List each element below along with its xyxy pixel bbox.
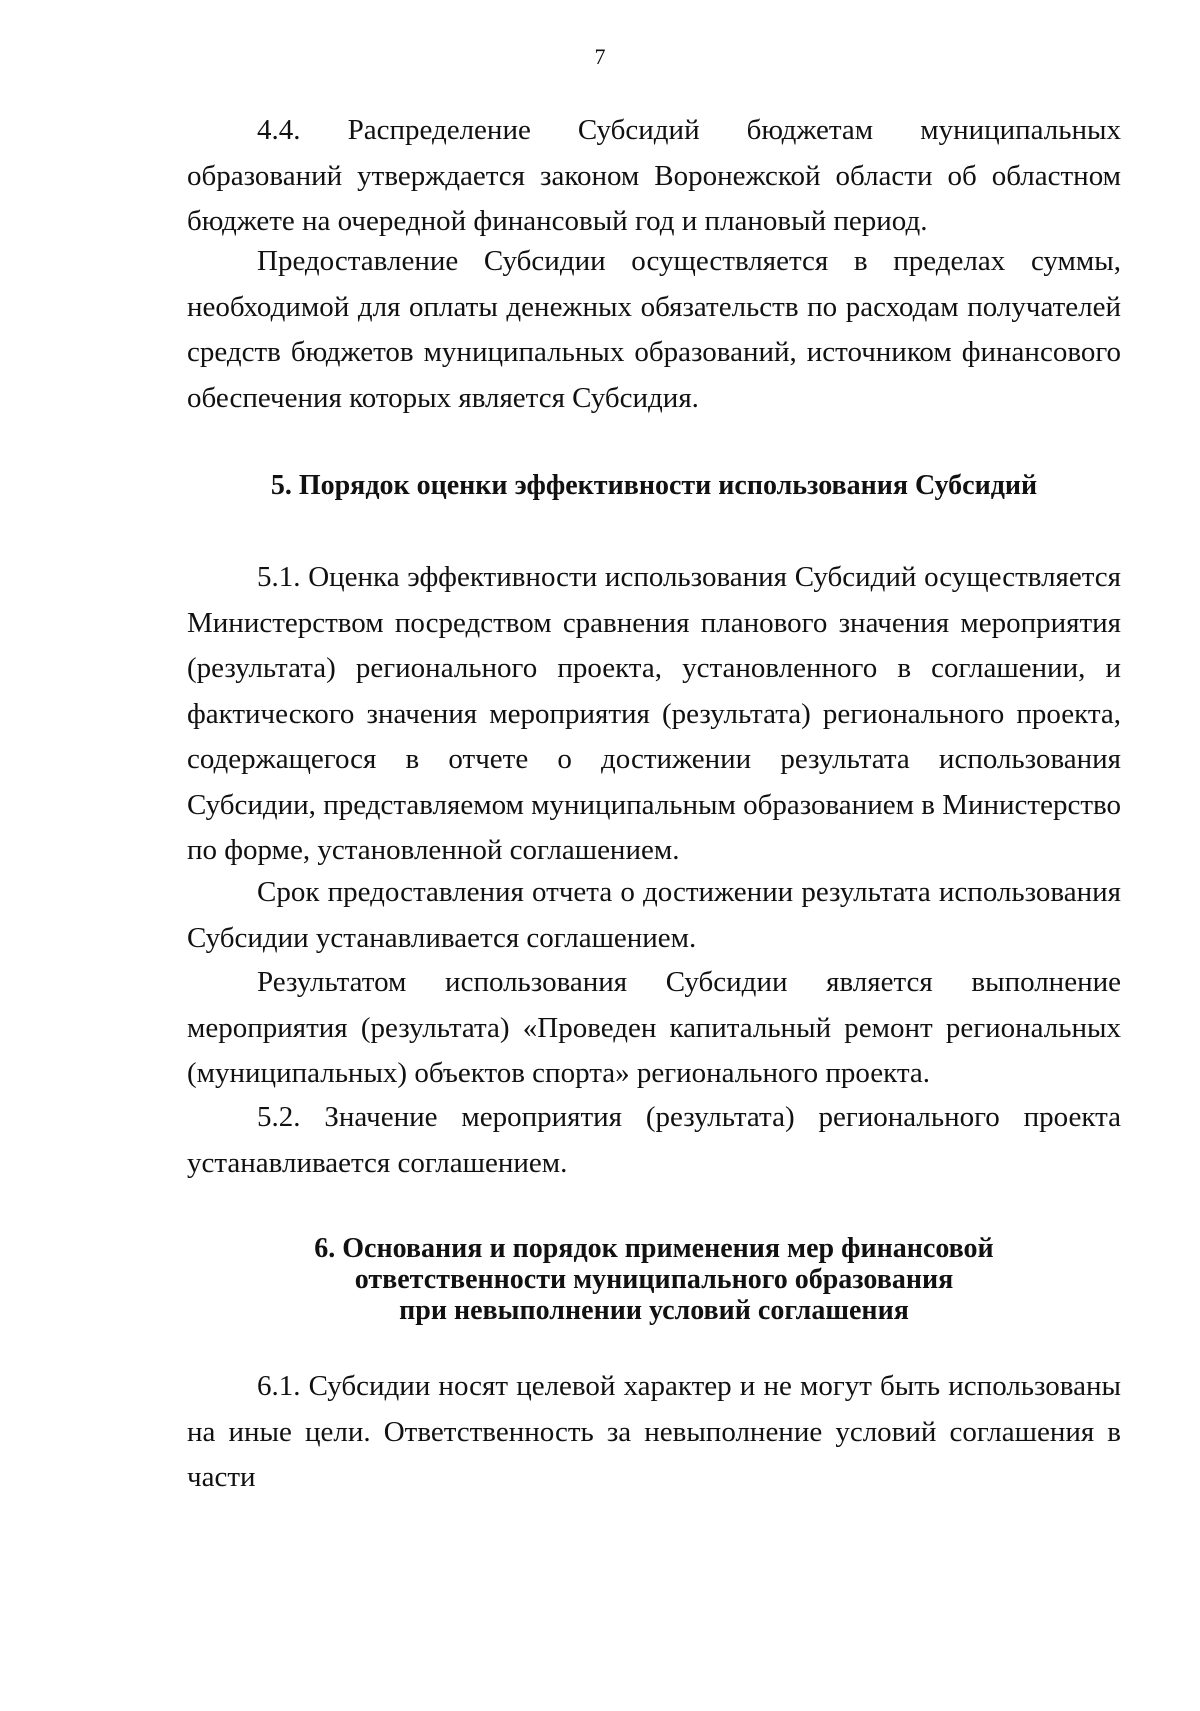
paragraph-6-1: 6.1. Субсидии носят целевой характер и не могут быть использованы на иные цели. Ответственность за невыполнение условий соглашения в части [187, 1370, 1121, 1493]
paragraph-subsidy-result: Результатом использования Субсидии является выполнение мероприятия (результата) «Проведен капитальный ремонт региональных (муниципальных) объектов спорта» регионального проекта. [187, 966, 1121, 1089]
section-6-heading-line-1: 6. Основания и порядок применения мер финансовой [314, 1233, 994, 1264]
paragraph-5-2: 5.2. Значение мероприятия (результата) регионального проекта устанавливается соглашением. [187, 1101, 1121, 1179]
section-5-heading: 5. Порядок оценки эффективности использования Субсидий [270, 470, 1038, 501]
section-6-heading-line-2: ответственности муниципального образования [354, 1264, 954, 1295]
section-6-heading [187, 1233, 1121, 1326]
paragraph-report-deadline: Срок предоставления отчета о достижении результата использования Субсидии устанавливается соглашением. [187, 876, 1121, 954]
paragraph-subsidy-provision: Предоставление Субсидии осуществляется в пределах суммы, необходимой для оплаты денежных обязательств по расходам получателей средств бюджетов муниципальных образований, источником финансового обеспечения которых является Субсидия. [187, 245, 1121, 414]
paragraph-4-4: 4.4. Распределение Субсидий бюджетам муниципальных образований утверждается законом Воронежской области об областном бюджете на очередной финансовый год и плановый период. [187, 114, 1121, 237]
page-number: 7 [594, 44, 606, 69]
paragraph-5-1: 5.1. Оценка эффективности использования Субсидий осуществляется Министерством посредством сравнения планового значения мероприятия (результата) регионального проекта, установленного в соглашении, и фактического значения мероприятия (результата) регионального проекта, содержащегося в отчете о достижении результата использования Субсидии, представляемом муниципальным образованием в Министерство по форме, установленной соглашением. [187, 561, 1121, 866]
section-6-heading-line-3: при невыполнении условий соглашения [399, 1295, 909, 1326]
